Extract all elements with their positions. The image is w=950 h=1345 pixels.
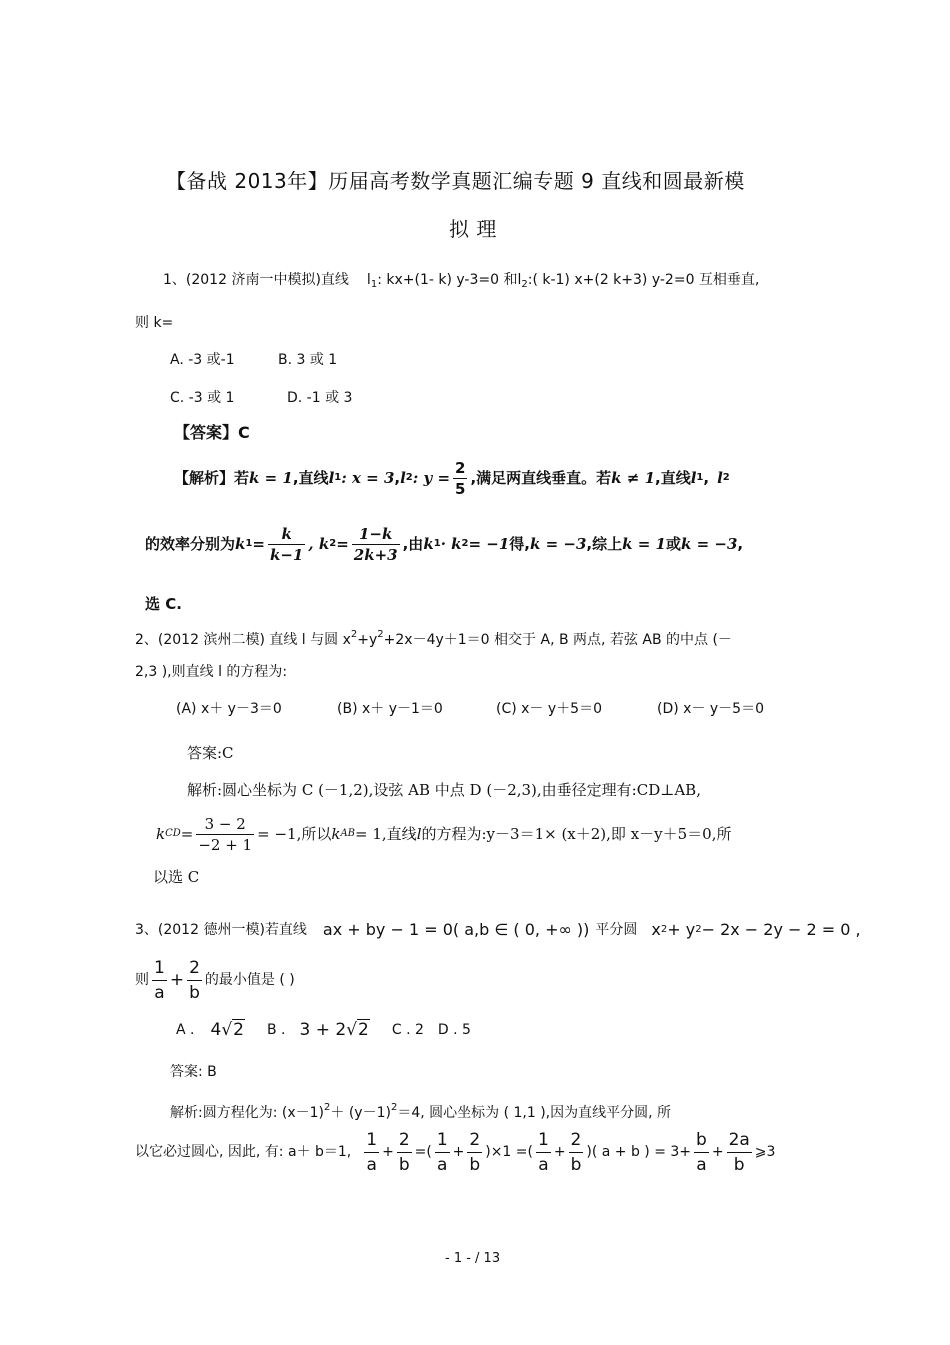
q3-eq2b: + y (667, 920, 696, 939)
q3-an-plus2: + (452, 1144, 465, 1160)
q3-an-frac8-den: b (733, 1154, 745, 1175)
q2-analysis-line3: 以选 C (153, 868, 200, 886)
q3-option-b: B . (266, 1022, 286, 1038)
q3-l2b: 的最小值是 ( ) (204, 972, 295, 988)
q1-an2k: k = −3 (530, 535, 587, 553)
q3-an-frac1-den: a (366, 1154, 377, 1175)
q3-an2a: 以它必过圆心, 因此, 有: a＋ b＝1, (135, 1144, 352, 1160)
q3-an-frac6-num: 2 (569, 1128, 584, 1153)
q1-an2o: k = −3 (680, 535, 738, 553)
q3-an-frac8-num: 2a (727, 1128, 752, 1153)
q1-an2p: , (737, 535, 744, 553)
q1-an2h: · k (440, 535, 462, 553)
q1-an1a: 【解析】若 (174, 469, 250, 487)
q2-sq2: 2 (377, 629, 384, 640)
q1-an1n: l (717, 469, 723, 487)
q3-an-frac1-num: 1 (364, 1128, 379, 1153)
q3-an1: 解析:圆方程化为: (x－1) (170, 1105, 324, 1121)
q2-mid2: +2x－4y＋1＝0 相交于 A, B 两点, 若弦 AB 的中点 (－ (383, 632, 732, 648)
q1-an2e: = (336, 535, 349, 553)
q2-kcd: k (156, 825, 166, 843)
q3-an-eq1: = (414, 1144, 427, 1160)
q3-an1b: ＋ (y－1) (330, 1105, 391, 1121)
q1-option-a: A. -3 或-1 (170, 352, 235, 368)
q1-an2g-sub: 1 (433, 538, 441, 549)
q3-option-d: D . 5 (437, 1022, 471, 1038)
q3-fb-den: b (189, 982, 200, 1003)
q1-eq1: : kx+(1- k) y-3=0 和 (377, 272, 518, 288)
q2-kcd-sub: CD (165, 828, 181, 839)
q3-option-a: A . (176, 1022, 195, 1038)
q3-an-frac2-den: b (398, 1154, 410, 1175)
q1-f3-num: 1−k (352, 524, 400, 545)
q2-an2a: ,所以 (296, 825, 332, 843)
q1-an2i: = −1 (468, 535, 510, 553)
q2-mid1: +y (357, 632, 378, 648)
q1-an1l: l (690, 469, 697, 487)
q3-option-c: C . 2 (391, 1022, 424, 1038)
q3-an-frac6 (569, 1128, 584, 1177)
q3-an-frac2 (397, 1128, 412, 1177)
q3-answer: 答案: B (170, 1064, 217, 1080)
q1-an1n-sub: 2 (722, 472, 730, 483)
q3-an1-sq2: 2 (390, 1102, 398, 1113)
q1-an1d: l (328, 469, 335, 487)
q1-an1f: , (394, 469, 401, 487)
q1-an1g: l (400, 469, 406, 487)
q1-an1j: k ≠ 1 (611, 469, 656, 487)
q2-an2c: ,直线 (381, 825, 417, 843)
q1-l1: l (366, 272, 371, 288)
q3-option-a-sqrt: √2 (221, 1020, 244, 1040)
q1-head: 1、(2012 济南一中模拟)直线 (163, 272, 349, 288)
q1-analysis-line2 (145, 520, 743, 568)
q2-f-den: −2 + 1 (198, 835, 253, 854)
q3-an-frac4 (467, 1128, 482, 1177)
q3-fa-den: a (154, 982, 165, 1003)
q1-an2d: , k (308, 535, 330, 553)
q3-eq2a: x (651, 920, 661, 939)
q1-an2m: k = 1 (622, 535, 666, 553)
q1-eq2: :( k-1) x+(2 k+3) y-2=0 互相垂直, (527, 272, 760, 288)
q2-option-d: (D) x－ y－5＝0 (657, 701, 764, 717)
q1-stem-line2: 则 k= (135, 315, 174, 331)
q3-an-frac5 (536, 1128, 551, 1177)
q2-head: 2、(2012 滨州二模) 直线 l 与圆 x (135, 632, 351, 648)
q1-an2h-sub: 2 (461, 538, 469, 549)
document-title-line2: 拟 理 (449, 217, 497, 241)
q3-analysis-line2 (135, 1127, 775, 1177)
q3-sq2: 2 (695, 924, 702, 935)
q3-an-plus1: + (382, 1144, 394, 1160)
q3-l2a: 则 (135, 972, 149, 988)
q1-an2g: k (423, 535, 434, 553)
q3-an-plus4: + (711, 1144, 724, 1160)
q3-an-frac3-num: 1 (435, 1128, 450, 1153)
q1-fraction-two-fifths (453, 458, 467, 499)
q1-answer: 【答案】C (174, 423, 250, 442)
q1-analysis-line3: 选 C. (145, 595, 182, 613)
q3-option-a-radicand: 2 (233, 1020, 244, 1040)
q3-option-b-radicand: 2 (358, 1020, 369, 1040)
q3-fb-num: 2 (187, 956, 202, 981)
q1-an2n: 或 (665, 535, 681, 553)
q1-f3-den: 2k+3 (353, 545, 398, 564)
q1-an1i: ,满足两直线垂直。若 (470, 469, 612, 487)
q1-analysis-line1 (174, 456, 730, 500)
q1-an2b: k (235, 535, 246, 553)
q2-option-b: (B) x＋ y－1＝0 (337, 701, 443, 717)
q1-option-d: D. -1 或 3 (287, 390, 353, 406)
q3-an-plus3: + (553, 1144, 566, 1160)
q1-an2d-sub: 2 (329, 538, 337, 549)
q2-stem (135, 626, 732, 649)
q3-eq2c: − 2x − 2y − 2 = 0 , (701, 920, 861, 939)
q1-an1k: ,直线 (655, 469, 691, 487)
q3-an-frac4-den: b (469, 1154, 481, 1175)
q3-an-rp2: )( a + b ) = 3+ (586, 1144, 692, 1160)
q3-an-frac2-num: 2 (397, 1128, 412, 1153)
q1-f2-den: k−1 (269, 545, 304, 564)
q1-an2f: ,由 (402, 535, 424, 553)
q1-an1b: k = 1 (249, 469, 293, 487)
q3-an-frac6-den: b (570, 1154, 582, 1175)
q3-an-frac7-den: a (696, 1154, 707, 1175)
q2-f-num: 3 − 2 (196, 814, 254, 835)
q2-option-c: (C) x－ y＋5＝0 (496, 701, 602, 717)
q1-fraction-k2 (352, 524, 400, 565)
q3-an-frac3 (435, 1128, 450, 1177)
q3-an-frac8 (727, 1128, 752, 1177)
q1-an1l-sub: 1 (696, 472, 704, 483)
q1-an1e: : x = 3 (341, 469, 395, 487)
q3-sq1: 2 (660, 924, 668, 935)
q2-stem-line2: 2,3 ),则直线 l 的方程为: (135, 664, 288, 680)
q3-analysis-line1 (170, 1099, 671, 1122)
q1-option-b: B. 3 或 1 (278, 352, 338, 368)
q3-mid: 平分圆 (595, 922, 638, 938)
q3-fraction-2-over-b (187, 956, 202, 1005)
q3-an-frac7-num: b (694, 1128, 709, 1153)
q1-an1g-sub: 2 (405, 472, 413, 483)
q3-stem-line2 (135, 956, 295, 1004)
q3-an-frac3-den: a (437, 1154, 448, 1175)
q2-eq: = (180, 825, 194, 843)
q3-an-frac7 (694, 1128, 709, 1177)
q1-l2: l (517, 272, 522, 288)
q1-an2b-sub: 1 (245, 538, 253, 549)
q3-option-b-sqrt: √2 (346, 1020, 369, 1040)
document-title-line1: 【备战 2013年】历届高考数学真题汇编专题 9 直线和圆最新模 (166, 169, 745, 193)
q2-analysis-line2 (156, 810, 731, 858)
q3-an-frac5-den: a (538, 1154, 549, 1175)
q2-answer: 答案:C (187, 744, 234, 762)
q1-an1m: , (703, 469, 710, 487)
q3-an-rp1: )×1 = (485, 1144, 528, 1160)
q3-fa-num: 1 (152, 956, 167, 981)
q1-an1d-sub: 1 (334, 472, 342, 483)
q2-analysis-line1: 解析:圆心坐标为 C (－1,2),设弦 AB 中点 D (－2,3),由垂径定理有:CD⊥AB, (187, 781, 701, 799)
q2-kab-sub: AB (340, 828, 356, 839)
q1-f1-den: 5 (455, 479, 466, 498)
q2-fraction-slope (196, 814, 254, 855)
q1-an1c: ,直线 (292, 469, 329, 487)
q2-eq2: = −1 (257, 825, 297, 843)
q3-option-b-value: 3 + 2 (299, 1020, 347, 1040)
q1-an1h: : y = (412, 469, 451, 487)
q3-fraction-1-over-a (152, 956, 167, 1005)
q1-option-c: C. -3 或 1 (170, 390, 235, 406)
q3-an-frac5-num: 1 (536, 1128, 551, 1153)
q2-an2e: 的方程为:y－3＝1× (x＋2),即 x－y＋5＝0,所 (421, 825, 732, 843)
q3-an-frac4-num: 2 (467, 1128, 482, 1153)
q3-eq1: ax + by − 1 = 0( a,b ∈ ( 0, +∞ )) (322, 920, 590, 939)
q3-an1-sq1: 2 (324, 1102, 331, 1113)
q1-an2c: = (252, 535, 265, 553)
page-number: - 1 - / 13 (445, 1251, 501, 1266)
q1-an2a: 的效率分别为 (145, 535, 236, 553)
q2-an2b: = 1 (355, 825, 382, 843)
q2-kab: k (331, 825, 341, 843)
q3-plus: + (169, 970, 185, 990)
q2-sq1: 2 (350, 629, 358, 640)
q3-an1c: ＝4, 圆心坐标为 ( 1,1 ),因为直线平分圆, 所 (397, 1105, 672, 1121)
q3-an-frac1 (364, 1128, 379, 1177)
q3-an-lp2: ( (527, 1144, 533, 1160)
q3-an-lp1: ( (426, 1144, 432, 1160)
q2-an2d: l (416, 825, 422, 843)
q3-option-a-value: 4 (210, 1020, 222, 1040)
q3-head: 3、(2012 德州一模)若直线 (135, 922, 307, 938)
q3-options (176, 1017, 471, 1043)
q1-l2-sub: 2 (521, 279, 528, 290)
q1-l1-sub: 1 (370, 279, 378, 290)
q2-option-a: (A) x＋ y－3＝0 (176, 701, 282, 717)
q1-an2j: 得, (509, 535, 530, 553)
q1-stem (163, 271, 759, 294)
q1-f1-num: 2 (455, 458, 466, 477)
q1-an2l: ,综上 (586, 535, 623, 553)
q3-an-ge: ⩾3 (754, 1144, 776, 1160)
q1-f2-num: k (268, 524, 305, 545)
q1-fraction-k1 (268, 524, 305, 565)
q3-stem (135, 918, 861, 942)
